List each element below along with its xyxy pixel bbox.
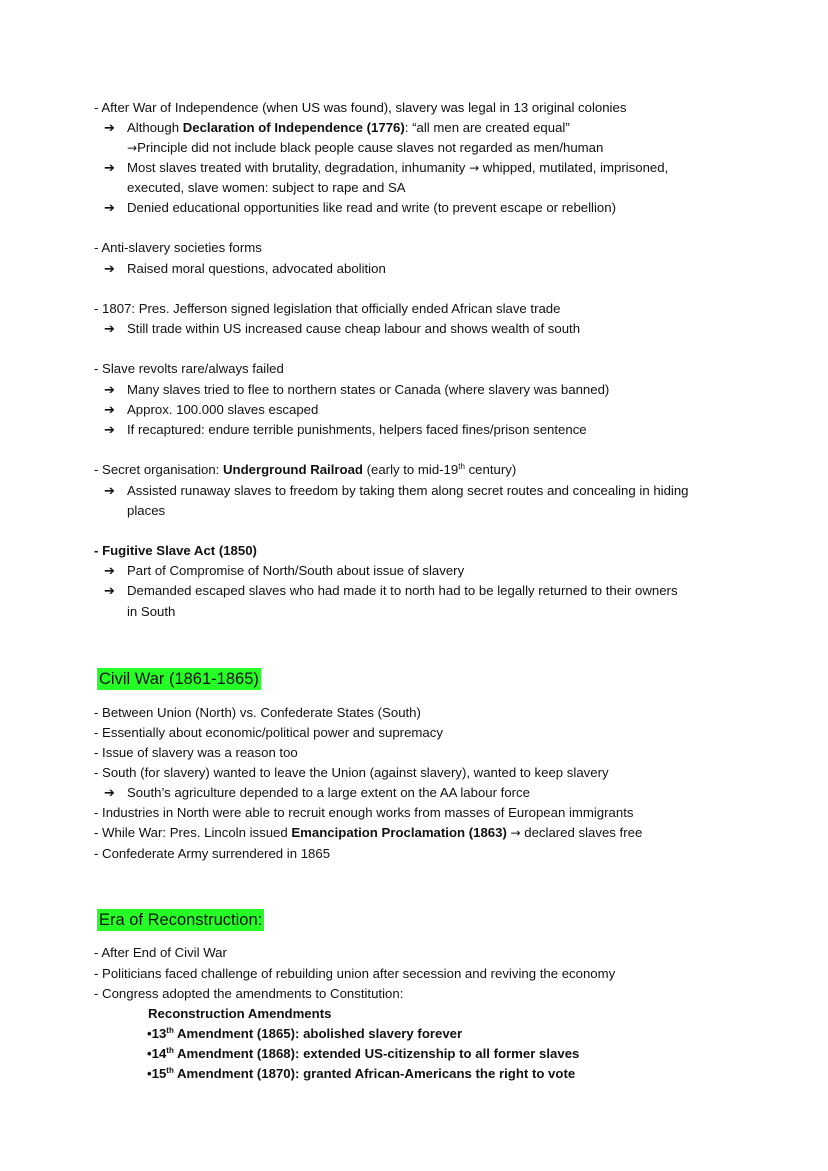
arrow-icon: ➔ [104,584,115,599]
bold-term: Underground Railroad [223,462,363,477]
small-arrow-icon: → [510,826,521,840]
arrow-icon: ➔ [104,786,115,801]
list-item: •14th Amendment (1868): extended US-citizenship to all former slaves [147,1046,580,1061]
text-line: - Congress adopted the amendments to Constitution: [94,986,404,1001]
text-line: - Secret organisation: Underground Railroad (early to mid-19th century) [94,462,517,477]
bold-term: Fugitive Slave Act (1850) [102,543,257,558]
arrow-item: ➔ Still trade within US increased cause cheap labour and shows wealth of south [104,319,580,340]
arrow-icon: ➔ [104,383,115,398]
continuation-line: in South [127,604,176,619]
text-line: - Confederate Army surrendered in 1865 [94,846,331,861]
arrow-icon: ➔ [104,423,115,438]
arrow-item: ➔ Approx. 100.000 slaves escaped [104,400,318,421]
text-line: - While War: Pres. Lincoln issued Emancipation Proclamation (1863) → declared slaves free [94,825,643,840]
text-line: - After End of Civil War [94,945,227,960]
continuation-line: places [127,503,166,518]
text-line: - Industries in North were able to recruit enough works from masses of European immigrants [94,805,634,820]
text-line: - Essentially about economic/political power and supremacy [94,725,443,740]
arrow-item: ➔ Although Declaration of Independence (1776): “all men are created equal” [104,118,570,139]
text-line: - South (for slavery) wanted to leave the Union (against slavery), wanted to keep slavery [94,765,609,780]
text-line: - Slave revolts rare/always failed [94,361,284,376]
continuation-line: executed, slave women: subject to rape and SA [127,180,406,195]
sub-item: →Principle did not include black people cause slaves not regarded as men/human [127,140,604,155]
arrow-item: ➔ South’s agriculture depended to a large extent on the AA labour force [104,783,530,804]
text: - After War of Independence (when US was found), slavery was legal in 13 original colonies [94,100,627,115]
arrow-item: ➔ Demanded escaped slaves who had made it to north had to be legally returned to their owners [104,581,678,602]
text-line: - 1807: Pres. Jefferson signed legislation that officially ended African slave trade [94,301,561,316]
arrow-item: ➔ Raised moral questions, advocated abolition [104,259,386,280]
text-line: - Politicians faced challenge of rebuilding union after secession and reviving the economy [94,966,616,981]
bold-term: Declaration of Independence (1776) [182,120,405,135]
arrow-item: ➔ Denied educational opportunities like read and write (to prevent escape or rebellion) [104,198,616,219]
arrow-icon: ➔ [104,564,115,579]
arrow-icon: ➔ [104,484,115,499]
bold-term: Emancipation Proclamation (1863) [291,825,507,840]
arrow-icon: ➔ [104,121,115,136]
list-item: •13th Amendment (1865): abolished slavery forever [147,1026,463,1041]
arrow-item: ➔ Many slaves tried to flee to northern states or Canada (where slavery was banned) [104,380,609,401]
section-heading-reconstruction: Era of Reconstruction: [99,911,263,929]
text-line: - Issue of slavery was a reason too [94,745,298,760]
text-line: - Between Union (North) vs. Confederate States (South) [94,705,421,720]
arrow-icon: ➔ [104,262,115,277]
text-line [94,98,626,118]
text-line: - Anti-slavery societies forms [94,240,262,255]
arrow-icon: ➔ [104,403,115,418]
arrow-icon: ➔ [104,161,115,176]
arrow-icon: ➔ [104,201,115,216]
arrow-item: ➔ If recaptured: endure terrible punishments, helpers faced fines/prison sentence [104,420,587,441]
arrow-item: ➔ Part of Compromise of North/South about issue of slavery [104,561,464,582]
small-arrow-icon: → [127,141,138,155]
text-line: - Fugitive Slave Act (1850) [94,543,257,558]
arrow-icon: ➔ [104,322,115,337]
arrow-item: ➔ Most slaves treated with brutality, degradation, inhumanity → whipped, mutilated, imprisoned, [104,158,668,179]
amendments-title: Reconstruction Amendments [148,1006,332,1021]
section-heading-civil-war: Civil War (1861-1865) [99,670,259,688]
arrow-item: ➔ Assisted runaway slaves to freedom by taking them along secret routes and concealing in hiding [104,481,689,502]
small-arrow-icon: → [469,161,480,175]
list-item: •15th Amendment (1870): granted African-Americans the right to vote [147,1066,576,1081]
